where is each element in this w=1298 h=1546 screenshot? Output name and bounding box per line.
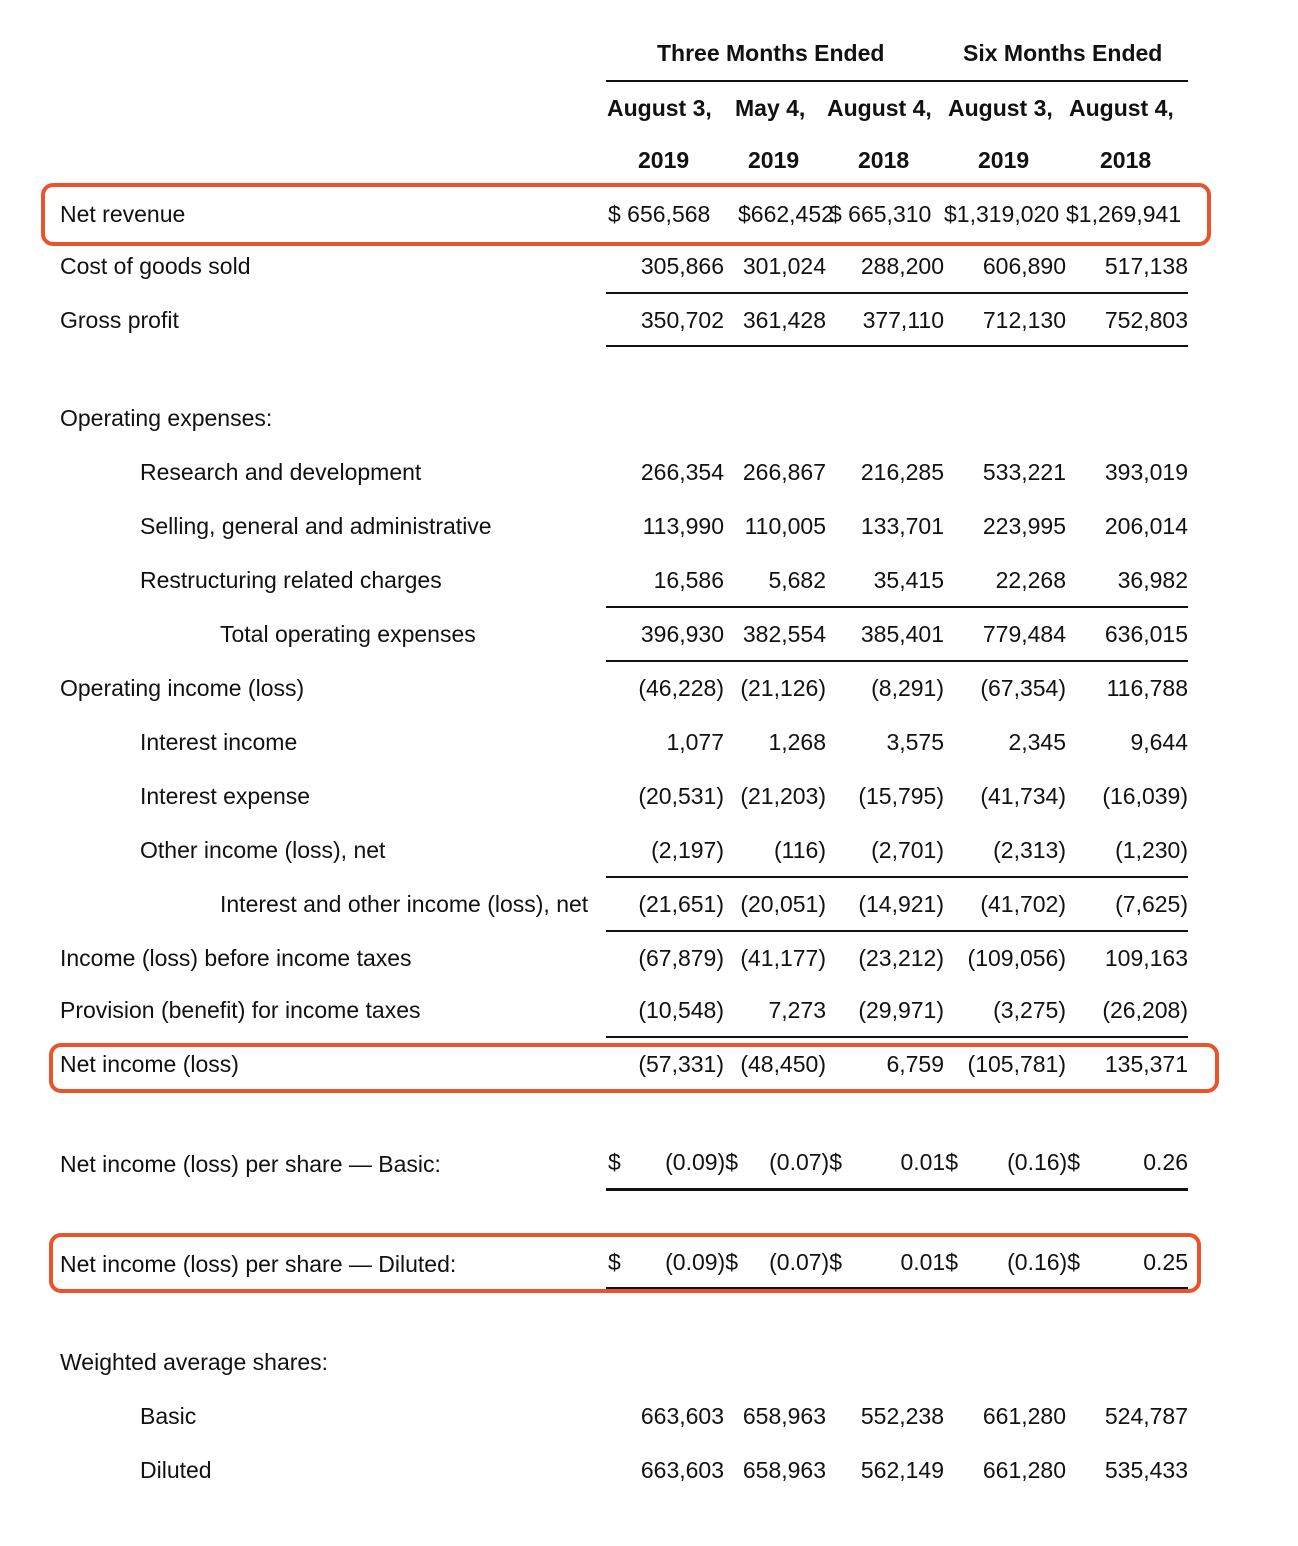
group-header-six-months: Six Months Ended <box>963 40 1163 66</box>
row-label-income-before-tax: Income (loss) before income taxes <box>60 945 412 971</box>
row-label-gross-profit: Gross profit <box>60 307 179 333</box>
cell-other-income: (2,701) <box>871 837 944 863</box>
cell-shares-diluted: 658,963 <box>742 1457 826 1483</box>
cell-total-opex: 382,554 <box>742 621 826 647</box>
cell-eps-diluted: 0.25 <box>1143 1249 1188 1275</box>
cell-restructuring: 5,682 <box>768 567 826 593</box>
cell-cogs: 517,138 <box>1104 253 1188 279</box>
cell-operating-income: (21,126) <box>740 675 826 701</box>
cell-operating-income: 116,788 <box>1106 675 1188 701</box>
cell-gross-profit: 712,130 <box>982 307 1066 333</box>
cell-rnd: 216,285 <box>860 459 944 485</box>
cell-eps-diluted: 0.01$ <box>900 1249 958 1275</box>
divider <box>606 660 1188 662</box>
section-heading-opex: Operating expenses: <box>60 405 273 431</box>
cell-other-income: (2,313) <box>993 837 1066 863</box>
col-header-date: August 3, <box>948 95 1053 121</box>
cell-cogs: 301,024 <box>742 253 826 279</box>
row-label-sga: Selling, general and administrative <box>140 513 492 539</box>
cell-rnd: 393,019 <box>1104 459 1188 485</box>
cell-cogs: 606,890 <box>982 253 1066 279</box>
double-divider <box>606 1188 1188 1191</box>
cell-net-revenue: $ 656,568 <box>608 201 711 227</box>
cell-total-opex: 396,930 <box>640 621 724 647</box>
col-header-date: August 4, <box>827 95 932 121</box>
cell-net-income: (105,781) <box>967 1051 1066 1077</box>
cell-gross-profit: 361,428 <box>742 307 826 333</box>
cell-income-before-tax: (23,212) <box>858 945 944 971</box>
cell-eps-basic: (0.07)$ <box>769 1149 842 1175</box>
cell-interest-income: 1,077 <box>666 729 724 755</box>
cell-sga: 133,701 <box>860 513 944 539</box>
cell-shares-basic: 661,280 <box>982 1403 1066 1429</box>
cell-tax-provision: (3,275) <box>993 997 1066 1023</box>
cell-interest-income: 3,575 <box>886 729 944 755</box>
cell-operating-income: (8,291) <box>871 675 944 701</box>
cell-net-income: (48,450) <box>740 1051 826 1077</box>
divider <box>606 606 1188 608</box>
cell-other-income: (116) <box>774 837 826 863</box>
row-label-other-income: Other income (loss), net <box>140 837 386 863</box>
col-header-year: 2018 <box>1100 147 1152 173</box>
row-label-restructuring: Restructuring related charges <box>140 567 442 593</box>
cell-net-revenue: $662,452 <box>738 201 834 227</box>
cell-rnd: 266,354 <box>640 459 724 485</box>
cell-net-revenue: $1,269,941 <box>1066 201 1182 227</box>
cell-restructuring: 22,268 <box>995 567 1066 593</box>
cell-interest-other-net: (14,921) <box>858 891 944 917</box>
cell-restructuring: 16,586 <box>653 567 724 593</box>
cell-cogs: 288,200 <box>860 253 944 279</box>
col-header-date: August 3, <box>607 95 712 121</box>
cell-shares-basic: 552,238 <box>860 1403 944 1429</box>
cell-total-opex: 779,484 <box>982 621 1066 647</box>
cell-tax-provision: (29,971) <box>858 997 944 1023</box>
cell-total-opex: 385,401 <box>860 621 944 647</box>
divider <box>606 876 1188 878</box>
cell-cogs: 305,866 <box>640 253 724 279</box>
cell-other-income: (2,197) <box>651 837 724 863</box>
row-label-tax-provision: Provision (benefit) for income taxes <box>60 997 421 1023</box>
cell-income-before-tax: (109,056) <box>967 945 1066 971</box>
row-label-shares-basic: Basic <box>140 1403 197 1429</box>
cell-net-income: 6,759 <box>886 1051 944 1077</box>
cell-eps-diluted-dollar: $ <box>608 1249 621 1275</box>
cell-eps-basic: (0.16)$ <box>1007 1149 1080 1175</box>
cell-gross-profit: 377,110 <box>862 307 944 333</box>
divider <box>606 292 1188 294</box>
col-header-date: May 4, <box>735 95 806 121</box>
cell-eps-basic-dollar: $ <box>608 1149 621 1175</box>
section-heading-shares: Weighted average shares: <box>60 1349 329 1375</box>
row-label-shares-diluted: Diluted <box>140 1457 212 1483</box>
cell-interest-expense: (15,795) <box>858 783 944 809</box>
col-header-year: 2018 <box>858 147 910 173</box>
cell-eps-diluted: (0.09)$ <box>665 1249 738 1275</box>
divider <box>606 1287 1188 1289</box>
cell-eps-basic: 0.01$ <box>900 1149 958 1175</box>
col-header-year: 2019 <box>978 147 1030 173</box>
cell-interest-other-net: (41,702) <box>980 891 1066 917</box>
cell-shares-basic: 663,603 <box>640 1403 724 1429</box>
cell-tax-provision: 7,273 <box>768 997 826 1023</box>
cell-shares-diluted: 535,433 <box>1104 1457 1188 1483</box>
col-header-date: August 4, <box>1069 95 1174 121</box>
cell-interest-income: 2,345 <box>1008 729 1066 755</box>
cell-tax-provision: (26,208) <box>1102 997 1188 1023</box>
cell-operating-income: (46,228) <box>638 675 724 701</box>
cell-gross-profit: 350,702 <box>640 307 724 333</box>
cell-shares-diluted: 663,603 <box>640 1457 724 1483</box>
cell-income-before-tax: (67,879) <box>638 945 724 971</box>
cell-income-before-tax: 109,163 <box>1104 945 1188 971</box>
row-label-net-revenue: Net revenue <box>60 201 186 227</box>
cell-rnd: 266,867 <box>742 459 826 485</box>
cell-net-income: (57,331) <box>638 1051 724 1077</box>
group-header-three-months: Three Months Ended <box>657 40 885 66</box>
cell-restructuring: 36,982 <box>1117 567 1188 593</box>
cell-gross-profit: 752,803 <box>1104 307 1188 333</box>
row-label-operating-income: Operating income (loss) <box>60 675 305 701</box>
cell-shares-basic: 658,963 <box>742 1403 826 1429</box>
header-divider <box>606 80 1188 82</box>
cell-sga: 206,014 <box>1104 513 1188 539</box>
row-label-rnd: Research and development <box>140 459 422 485</box>
col-header-year: 2019 <box>748 147 800 173</box>
cell-shares-diluted: 562,149 <box>860 1457 944 1483</box>
cell-interest-other-net: (7,625) <box>1115 891 1188 917</box>
cell-interest-other-net: (21,651) <box>638 891 724 917</box>
cell-interest-income: 1,268 <box>768 729 826 755</box>
col-header-year: 2019 <box>638 147 690 173</box>
row-label-total-opex: Total operating expenses <box>220 621 476 647</box>
cell-total-opex: 636,015 <box>1104 621 1188 647</box>
cell-shares-basic: 524,787 <box>1104 1403 1188 1429</box>
cell-restructuring: 35,415 <box>873 567 944 593</box>
cell-operating-income: (67,354) <box>980 675 1066 701</box>
cell-net-revenue: $ 665,310 <box>829 201 932 227</box>
cell-eps-diluted: (0.07)$ <box>769 1249 842 1275</box>
cell-interest-expense: (21,203) <box>740 783 826 809</box>
cell-sga: 223,995 <box>982 513 1066 539</box>
cell-interest-income: 9,644 <box>1130 729 1188 755</box>
cell-interest-expense: (20,531) <box>638 783 724 809</box>
row-label-interest-other-net: Interest and other income (loss), net <box>220 891 589 917</box>
row-label-interest-expense: Interest expense <box>140 783 311 809</box>
divider <box>606 345 1188 347</box>
row-label-cogs: Cost of goods sold <box>60 253 251 279</box>
cell-income-before-tax: (41,177) <box>740 945 826 971</box>
divider <box>606 930 1188 932</box>
cell-interest-expense: (41,734) <box>980 783 1066 809</box>
cell-interest-other-net: (20,051) <box>740 891 826 917</box>
cell-net-income: 135,371 <box>1104 1051 1188 1077</box>
cell-eps-diluted: (0.16)$ <box>1007 1249 1080 1275</box>
divider <box>606 1036 1188 1038</box>
cell-interest-expense: (16,039) <box>1102 783 1188 809</box>
cell-shares-diluted: 661,280 <box>982 1457 1066 1483</box>
cell-other-income: (1,230) <box>1115 837 1188 863</box>
cell-sga: 113,990 <box>642 513 724 539</box>
cell-tax-provision: (10,548) <box>638 997 724 1023</box>
cell-net-revenue: $1,319,020 <box>944 201 1060 227</box>
row-label-eps-diluted: Net income (loss) per share — Diluted: <box>60 1251 457 1277</box>
cell-eps-basic: (0.09)$ <box>665 1149 738 1175</box>
row-label-net-income: Net income (loss) <box>60 1051 239 1077</box>
row-label-interest-income: Interest income <box>140 729 298 755</box>
cell-sga: 110,005 <box>744 513 826 539</box>
cell-rnd: 533,221 <box>982 459 1066 485</box>
cell-eps-basic: 0.26 <box>1143 1149 1188 1175</box>
row-label-eps-basic: Net income (loss) per share — Basic: <box>60 1151 441 1177</box>
